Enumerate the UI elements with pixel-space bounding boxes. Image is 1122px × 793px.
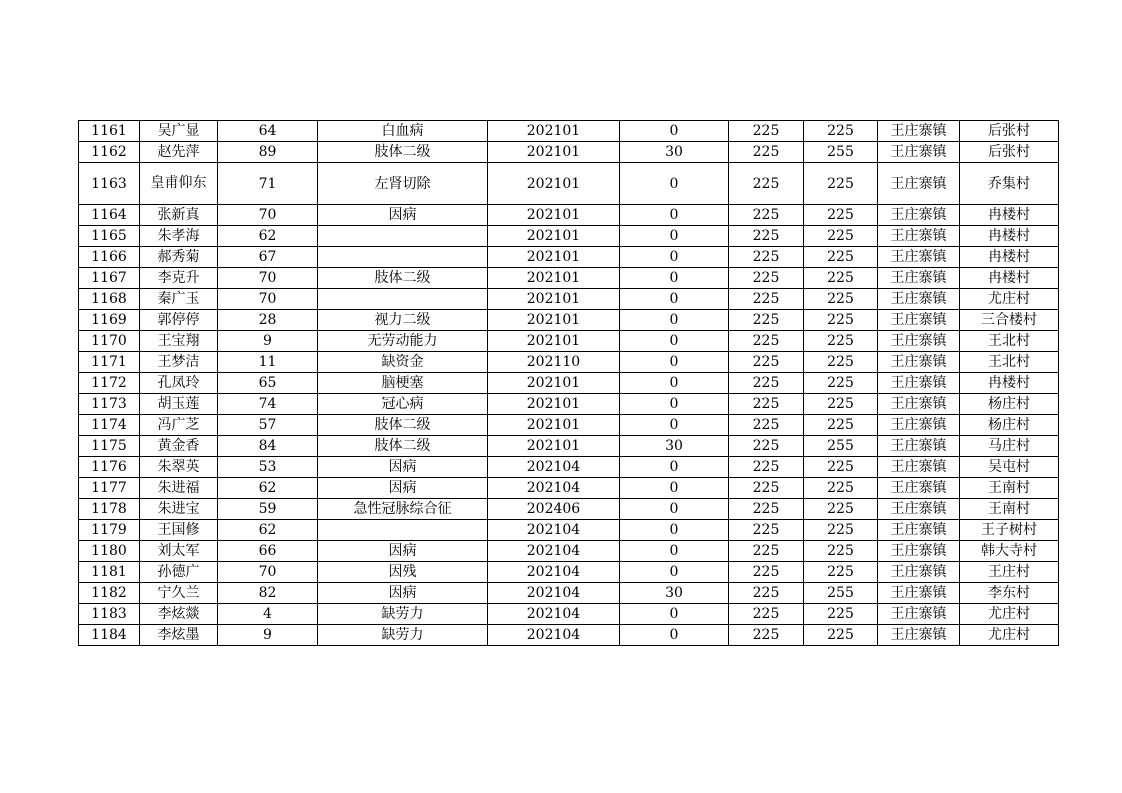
cell-id: 1184 xyxy=(79,625,140,646)
cell-base: 225 xyxy=(729,436,804,457)
cell-id: 1165 xyxy=(79,226,140,247)
table-row xyxy=(79,625,1059,646)
cell-village: 吴屯村 xyxy=(960,457,1059,478)
cell-id: 1180 xyxy=(79,541,140,562)
cell-town: 王庄寨镇 xyxy=(878,226,960,247)
cell-base: 225 xyxy=(729,142,804,163)
table-row xyxy=(79,226,1059,247)
cell-base: 225 xyxy=(729,373,804,394)
cell-name: 冯广芝 xyxy=(140,415,218,436)
cell-base: 225 xyxy=(729,604,804,625)
cell-village: 冉楼村 xyxy=(960,268,1059,289)
cell-name: 郭停停 xyxy=(140,310,218,331)
cell-total: 225 xyxy=(804,121,878,142)
cell-village: 冉楼村 xyxy=(960,247,1059,268)
table-row xyxy=(79,289,1059,310)
cell-total: 225 xyxy=(804,352,878,373)
cell-month: 202101 xyxy=(488,121,620,142)
cell-month: 202104 xyxy=(488,457,620,478)
cell-month: 202101 xyxy=(488,247,620,268)
cell-reason xyxy=(318,247,488,268)
cell-base: 225 xyxy=(729,247,804,268)
cell-age: 62 xyxy=(218,520,318,541)
cell-reason: 冠心病 xyxy=(318,394,488,415)
cell-reason: 肢体二级 xyxy=(318,268,488,289)
cell-base: 225 xyxy=(729,121,804,142)
cell-age: 84 xyxy=(218,436,318,457)
cell-extra: 0 xyxy=(620,247,729,268)
cell-total: 225 xyxy=(804,499,878,520)
table-row xyxy=(79,604,1059,625)
cell-extra: 0 xyxy=(620,331,729,352)
cell-reason xyxy=(318,520,488,541)
table-row xyxy=(79,457,1059,478)
cell-age: 28 xyxy=(218,310,318,331)
cell-month: 202101 xyxy=(488,310,620,331)
cell-town: 王庄寨镇 xyxy=(878,541,960,562)
cell-total: 225 xyxy=(804,373,878,394)
cell-base: 225 xyxy=(729,352,804,373)
cell-village: 王南村 xyxy=(960,499,1059,520)
cell-month: 202101 xyxy=(488,289,620,310)
cell-id: 1182 xyxy=(79,583,140,604)
cell-age: 64 xyxy=(218,121,318,142)
table-row xyxy=(79,163,1059,205)
cell-town: 王庄寨镇 xyxy=(878,457,960,478)
cell-reason: 因病 xyxy=(318,541,488,562)
cell-month: 202104 xyxy=(488,625,620,646)
cell-town: 王庄寨镇 xyxy=(878,394,960,415)
cell-month: 202104 xyxy=(488,520,620,541)
cell-town: 王庄寨镇 xyxy=(878,562,960,583)
cell-id: 1163 xyxy=(79,163,140,205)
cell-age: 70 xyxy=(218,562,318,583)
cell-village: 后张村 xyxy=(960,142,1059,163)
cell-age: 70 xyxy=(218,205,318,226)
cell-name: 皇甫仰东 xyxy=(140,163,218,205)
cell-town: 王庄寨镇 xyxy=(878,520,960,541)
cell-village: 王子树村 xyxy=(960,520,1059,541)
cell-reason: 肢体二级 xyxy=(318,415,488,436)
cell-month: 202101 xyxy=(488,142,620,163)
table-row xyxy=(79,394,1059,415)
cell-town: 王庄寨镇 xyxy=(878,310,960,331)
cell-base: 225 xyxy=(729,562,804,583)
cell-base: 225 xyxy=(729,625,804,646)
cell-extra: 0 xyxy=(620,373,729,394)
table-row xyxy=(79,352,1059,373)
cell-id: 1170 xyxy=(79,331,140,352)
cell-village: 冉楼村 xyxy=(960,373,1059,394)
cell-village: 李东村 xyxy=(960,583,1059,604)
cell-village: 尤庄村 xyxy=(960,289,1059,310)
cell-id: 1167 xyxy=(79,268,140,289)
roster-table xyxy=(78,120,1059,646)
table-row xyxy=(79,562,1059,583)
cell-name: 孔凤玲 xyxy=(140,373,218,394)
cell-reason xyxy=(318,226,488,247)
cell-town: 王庄寨镇 xyxy=(878,436,960,457)
cell-reason: 急性冠脉综合征 xyxy=(318,499,488,520)
table-row xyxy=(79,205,1059,226)
cell-month: 202104 xyxy=(488,583,620,604)
cell-total: 225 xyxy=(804,163,878,205)
cell-total: 225 xyxy=(804,415,878,436)
cell-id: 1174 xyxy=(79,415,140,436)
cell-extra: 0 xyxy=(620,121,729,142)
cell-month: 202101 xyxy=(488,436,620,457)
cell-age: 11 xyxy=(218,352,318,373)
cell-age: 9 xyxy=(218,331,318,352)
cell-village: 乔集村 xyxy=(960,163,1059,205)
cell-base: 225 xyxy=(729,205,804,226)
cell-village: 王北村 xyxy=(960,331,1059,352)
cell-extra: 0 xyxy=(620,310,729,331)
cell-extra: 0 xyxy=(620,352,729,373)
cell-month: 202406 xyxy=(488,499,620,520)
cell-name: 李克升 xyxy=(140,268,218,289)
cell-month: 202101 xyxy=(488,415,620,436)
cell-id: 1169 xyxy=(79,310,140,331)
cell-total: 225 xyxy=(804,478,878,499)
cell-extra: 0 xyxy=(620,163,729,205)
cell-reason: 肢体二级 xyxy=(318,436,488,457)
cell-village: 王庄村 xyxy=(960,562,1059,583)
cell-id: 1183 xyxy=(79,604,140,625)
cell-town: 王庄寨镇 xyxy=(878,268,960,289)
cell-extra: 0 xyxy=(620,205,729,226)
cell-age: 65 xyxy=(218,373,318,394)
cell-age: 59 xyxy=(218,499,318,520)
cell-base: 225 xyxy=(729,520,804,541)
cell-extra: 0 xyxy=(620,625,729,646)
cell-village: 王南村 xyxy=(960,478,1059,499)
table-row xyxy=(79,121,1059,142)
cell-id: 1175 xyxy=(79,436,140,457)
table-row xyxy=(79,541,1059,562)
cell-month: 202104 xyxy=(488,541,620,562)
table-row xyxy=(79,436,1059,457)
cell-month: 202101 xyxy=(488,268,620,289)
cell-reason: 肢体二级 xyxy=(318,142,488,163)
cell-town: 王庄寨镇 xyxy=(878,142,960,163)
cell-village: 马庄村 xyxy=(960,436,1059,457)
cell-name: 李炫燚 xyxy=(140,604,218,625)
cell-age: 9 xyxy=(218,625,318,646)
cell-total: 255 xyxy=(804,436,878,457)
cell-village: 三合楼村 xyxy=(960,310,1059,331)
cell-base: 225 xyxy=(729,310,804,331)
cell-name: 刘太军 xyxy=(140,541,218,562)
cell-village: 杨庄村 xyxy=(960,415,1059,436)
cell-total: 255 xyxy=(804,583,878,604)
cell-base: 225 xyxy=(729,478,804,499)
cell-age: 57 xyxy=(218,415,318,436)
cell-age: 4 xyxy=(218,604,318,625)
cell-total: 225 xyxy=(804,604,878,625)
cell-reason: 因病 xyxy=(318,457,488,478)
cell-month: 202101 xyxy=(488,226,620,247)
cell-age: 89 xyxy=(218,142,318,163)
cell-village: 尤庄村 xyxy=(960,625,1059,646)
cell-reason: 无劳动能力 xyxy=(318,331,488,352)
table-row xyxy=(79,268,1059,289)
cell-extra: 30 xyxy=(620,583,729,604)
cell-extra: 0 xyxy=(620,394,729,415)
cell-town: 王庄寨镇 xyxy=(878,289,960,310)
cell-extra: 30 xyxy=(620,142,729,163)
cell-month: 202101 xyxy=(488,205,620,226)
cell-reason xyxy=(318,289,488,310)
cell-age: 67 xyxy=(218,247,318,268)
cell-reason: 因病 xyxy=(318,583,488,604)
cell-extra: 0 xyxy=(620,415,729,436)
cell-town: 王庄寨镇 xyxy=(878,415,960,436)
cell-town: 王庄寨镇 xyxy=(878,121,960,142)
cell-town: 王庄寨镇 xyxy=(878,625,960,646)
table-row xyxy=(79,520,1059,541)
cell-name: 朱进福 xyxy=(140,478,218,499)
cell-town: 王庄寨镇 xyxy=(878,373,960,394)
cell-name: 孙德广 xyxy=(140,562,218,583)
cell-month: 202110 xyxy=(488,352,620,373)
cell-total: 225 xyxy=(804,268,878,289)
cell-name: 黄金香 xyxy=(140,436,218,457)
table-row xyxy=(79,415,1059,436)
cell-total: 225 xyxy=(804,625,878,646)
cell-month: 202101 xyxy=(488,163,620,205)
cell-town: 王庄寨镇 xyxy=(878,205,960,226)
cell-reason: 因残 xyxy=(318,562,488,583)
cell-base: 225 xyxy=(729,583,804,604)
cell-extra: 0 xyxy=(620,226,729,247)
cell-age: 70 xyxy=(218,268,318,289)
table-row xyxy=(79,331,1059,352)
cell-age: 62 xyxy=(218,478,318,499)
cell-reason: 脑梗塞 xyxy=(318,373,488,394)
cell-base: 225 xyxy=(729,268,804,289)
cell-reason: 缺劳力 xyxy=(318,625,488,646)
cell-month: 202101 xyxy=(488,394,620,415)
cell-reason: 缺资金 xyxy=(318,352,488,373)
cell-base: 225 xyxy=(729,499,804,520)
cell-id: 1176 xyxy=(79,457,140,478)
table-row xyxy=(79,310,1059,331)
cell-town: 王庄寨镇 xyxy=(878,499,960,520)
cell-month: 202104 xyxy=(488,478,620,499)
cell-id: 1178 xyxy=(79,499,140,520)
cell-month: 202104 xyxy=(488,604,620,625)
cell-id: 1181 xyxy=(79,562,140,583)
table-row xyxy=(79,142,1059,163)
cell-id: 1172 xyxy=(79,373,140,394)
cell-extra: 0 xyxy=(620,499,729,520)
cell-reason: 因病 xyxy=(318,205,488,226)
cell-name: 李炫墨 xyxy=(140,625,218,646)
cell-base: 225 xyxy=(729,331,804,352)
cell-id: 1164 xyxy=(79,205,140,226)
cell-reason: 因病 xyxy=(318,478,488,499)
cell-id: 1177 xyxy=(79,478,140,499)
cell-name: 朱孝海 xyxy=(140,226,218,247)
cell-name: 朱翠英 xyxy=(140,457,218,478)
cell-age: 74 xyxy=(218,394,318,415)
cell-total: 255 xyxy=(804,142,878,163)
table-row xyxy=(79,499,1059,520)
cell-extra: 0 xyxy=(620,457,729,478)
cell-month: 202101 xyxy=(488,373,620,394)
cell-name: 王国修 xyxy=(140,520,218,541)
cell-month: 202101 xyxy=(488,331,620,352)
cell-total: 225 xyxy=(804,226,878,247)
cell-total: 225 xyxy=(804,247,878,268)
cell-town: 王庄寨镇 xyxy=(878,604,960,625)
cell-name: 赵先萍 xyxy=(140,142,218,163)
cell-village: 冉楼村 xyxy=(960,226,1059,247)
cell-reason: 视力二级 xyxy=(318,310,488,331)
cell-age: 70 xyxy=(218,289,318,310)
cell-base: 225 xyxy=(729,163,804,205)
cell-reason: 左肾切除 xyxy=(318,163,488,205)
cell-name: 王宝翔 xyxy=(140,331,218,352)
cell-age: 66 xyxy=(218,541,318,562)
cell-total: 225 xyxy=(804,394,878,415)
cell-base: 225 xyxy=(729,415,804,436)
cell-town: 王庄寨镇 xyxy=(878,583,960,604)
cell-extra: 0 xyxy=(620,562,729,583)
cell-town: 王庄寨镇 xyxy=(878,247,960,268)
cell-base: 225 xyxy=(729,457,804,478)
cell-total: 225 xyxy=(804,205,878,226)
cell-age: 71 xyxy=(218,163,318,205)
cell-name: 宁久兰 xyxy=(140,583,218,604)
cell-village: 杨庄村 xyxy=(960,394,1059,415)
cell-month: 202104 xyxy=(488,562,620,583)
cell-id: 1179 xyxy=(79,520,140,541)
cell-reason: 白血病 xyxy=(318,121,488,142)
cell-name: 朱进宝 xyxy=(140,499,218,520)
cell-name: 张新真 xyxy=(140,205,218,226)
cell-age: 53 xyxy=(218,457,318,478)
cell-base: 225 xyxy=(729,289,804,310)
cell-extra: 0 xyxy=(620,478,729,499)
cell-extra: 0 xyxy=(620,289,729,310)
cell-village: 冉楼村 xyxy=(960,205,1059,226)
cell-id: 1171 xyxy=(79,352,140,373)
cell-name: 郝秀菊 xyxy=(140,247,218,268)
cell-extra: 0 xyxy=(620,268,729,289)
table-row xyxy=(79,247,1059,268)
cell-id: 1162 xyxy=(79,142,140,163)
roster-body xyxy=(79,121,1059,646)
cell-extra: 0 xyxy=(620,541,729,562)
cell-total: 225 xyxy=(804,331,878,352)
cell-extra: 0 xyxy=(620,520,729,541)
cell-name: 王梦洁 xyxy=(140,352,218,373)
cell-total: 225 xyxy=(804,310,878,331)
cell-town: 王庄寨镇 xyxy=(878,352,960,373)
cell-total: 225 xyxy=(804,541,878,562)
cell-total: 225 xyxy=(804,520,878,541)
cell-town: 王庄寨镇 xyxy=(878,163,960,205)
cell-village: 王北村 xyxy=(960,352,1059,373)
cell-total: 225 xyxy=(804,289,878,310)
cell-id: 1173 xyxy=(79,394,140,415)
cell-town: 王庄寨镇 xyxy=(878,331,960,352)
cell-age: 62 xyxy=(218,226,318,247)
cell-id: 1168 xyxy=(79,289,140,310)
cell-name: 秦广玉 xyxy=(140,289,218,310)
cell-total: 225 xyxy=(804,457,878,478)
cell-total: 225 xyxy=(804,562,878,583)
cell-village: 后张村 xyxy=(960,121,1059,142)
cell-name: 吴广显 xyxy=(140,121,218,142)
cell-id: 1161 xyxy=(79,121,140,142)
cell-name: 胡玉莲 xyxy=(140,394,218,415)
cell-reason: 缺劳力 xyxy=(318,604,488,625)
cell-extra: 0 xyxy=(620,604,729,625)
cell-village: 尤庄村 xyxy=(960,604,1059,625)
table-row xyxy=(79,373,1059,394)
cell-village: 韩大寺村 xyxy=(960,541,1059,562)
cell-age: 82 xyxy=(218,583,318,604)
cell-id: 1166 xyxy=(79,247,140,268)
cell-base: 225 xyxy=(729,541,804,562)
cell-base: 225 xyxy=(729,226,804,247)
cell-town: 王庄寨镇 xyxy=(878,478,960,499)
table-row xyxy=(79,583,1059,604)
table-row xyxy=(79,478,1059,499)
cell-base: 225 xyxy=(729,394,804,415)
cell-extra: 30 xyxy=(620,436,729,457)
